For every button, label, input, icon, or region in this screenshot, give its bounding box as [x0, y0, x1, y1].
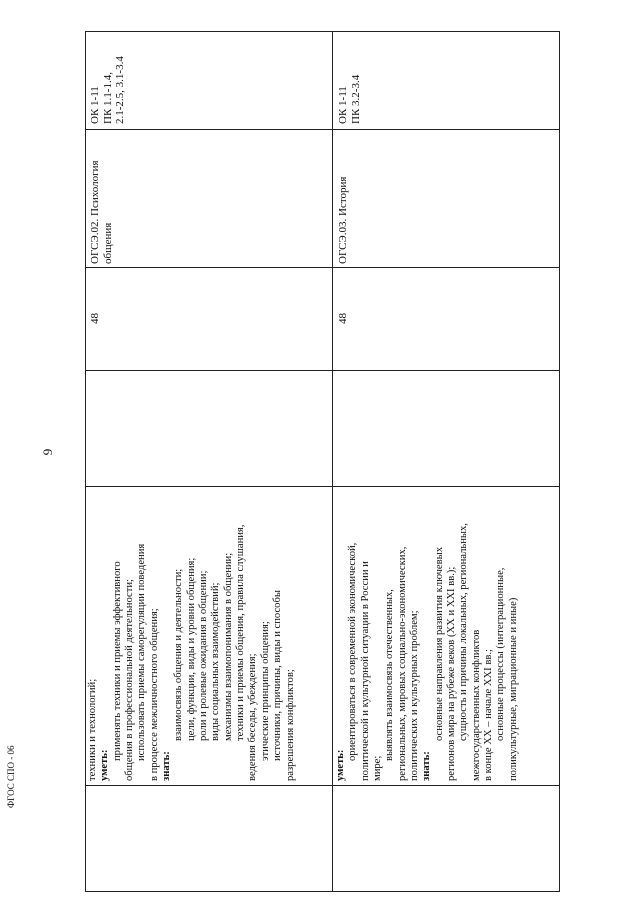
content-line: ориентироваться в современной экономической,: [347, 542, 359, 761]
content-line: виды социальных взаимодействий;: [210, 582, 222, 741]
page-number: 9: [40, 448, 55, 456]
content-line: техники и приемы общения, правила слушания,: [235, 524, 247, 741]
content-line: уметь:: [99, 749, 111, 781]
content-line: взаимосвязь общения и деятельности;: [173, 568, 185, 741]
competency-line: ОК 1-11: [337, 86, 349, 124]
column-line-discipline: [85, 129, 560, 130]
row-2-hours: 48: [337, 313, 349, 324]
table-border-right: [559, 32, 560, 892]
content-line: общения в профессиональной деятельности;: [124, 579, 136, 781]
competency-line: ПК 3.2-3.4: [349, 74, 362, 124]
content-line: основные направления развития ключевых: [433, 546, 445, 741]
content-line: мире;: [372, 755, 384, 781]
competency-line: ПК 1.1-1.4,: [101, 72, 114, 124]
content-line: поликультурные, миграционные и иные): [507, 597, 519, 781]
content-line: знать:: [161, 751, 173, 781]
competency-line: ОК 1-11: [89, 86, 101, 124]
content-line: цели, функции, виды и уровни общения;: [185, 557, 197, 741]
row-1-content: [87, 525, 297, 781]
content-line: разрешения конфликтов;: [284, 669, 296, 781]
content-line: в конце XX – начале XXI вв.;: [483, 649, 495, 781]
content-line: ведения беседы, убеждения;: [247, 653, 259, 781]
column-line-top: [85, 31, 560, 32]
column-line-bottom: [85, 891, 560, 892]
content-line: знать:: [421, 751, 433, 781]
content-line: политической и культурной ситуации в России и: [359, 561, 371, 781]
content-line: использовать приемы саморегуляции поведения: [136, 543, 148, 761]
content-line: источники, причины, виды и способы: [272, 590, 284, 761]
row-2-discipline: [337, 177, 350, 264]
content-line: межгосударственных конфликтов: [470, 629, 482, 781]
content-line: в процессе межличностного общения;: [148, 608, 160, 781]
competency-line: 2.1-2.5, 3.1-3.4: [114, 56, 126, 124]
row-2-competencies: [337, 75, 362, 124]
content-line: применять техники и приемы эффективного: [111, 561, 123, 761]
table-border-left: [85, 32, 86, 892]
row-2-content: [335, 523, 520, 781]
column-line-hours: [85, 267, 560, 268]
discipline-line: ОГСЭ.03. История: [337, 176, 349, 264]
content-line: этические принципы общения;: [259, 621, 271, 761]
column-line-hours-total: [85, 370, 560, 371]
row-divider: [332, 32, 333, 892]
content-line: выявлять взаимосвязь отечественных,: [384, 589, 396, 761]
row-1-discipline: [89, 160, 114, 264]
discipline-line: общения: [101, 222, 114, 264]
content-line: региональных, мировых социально-экономических,: [396, 546, 408, 781]
content-line: политических и культурных проблем;: [409, 610, 421, 781]
column-line-content: [85, 486, 560, 487]
content-line: регионов мира на рубеже веков (XX и XXI вв.);: [446, 566, 458, 781]
curriculum-table: [85, 32, 560, 892]
content-line: сущность и причины локальных, региональных,: [458, 523, 470, 741]
content-line: основные процессы (интеграционные,: [495, 567, 507, 741]
discipline-line: ОГСЭ.02. Психология: [89, 160, 101, 264]
row-1-hours: 48: [89, 313, 101, 324]
content-line: техники и технологий;: [87, 678, 98, 781]
content-line: уметь:: [335, 749, 346, 781]
content-line: роли и ролевые ожидания в общении;: [198, 570, 210, 741]
footer-code: ФГОС СПО - 06: [6, 745, 16, 808]
row-1-competencies: [89, 56, 127, 124]
content-line: механизмы взаимопонимания в общении;: [222, 552, 234, 741]
column-line-index: [85, 785, 560, 786]
